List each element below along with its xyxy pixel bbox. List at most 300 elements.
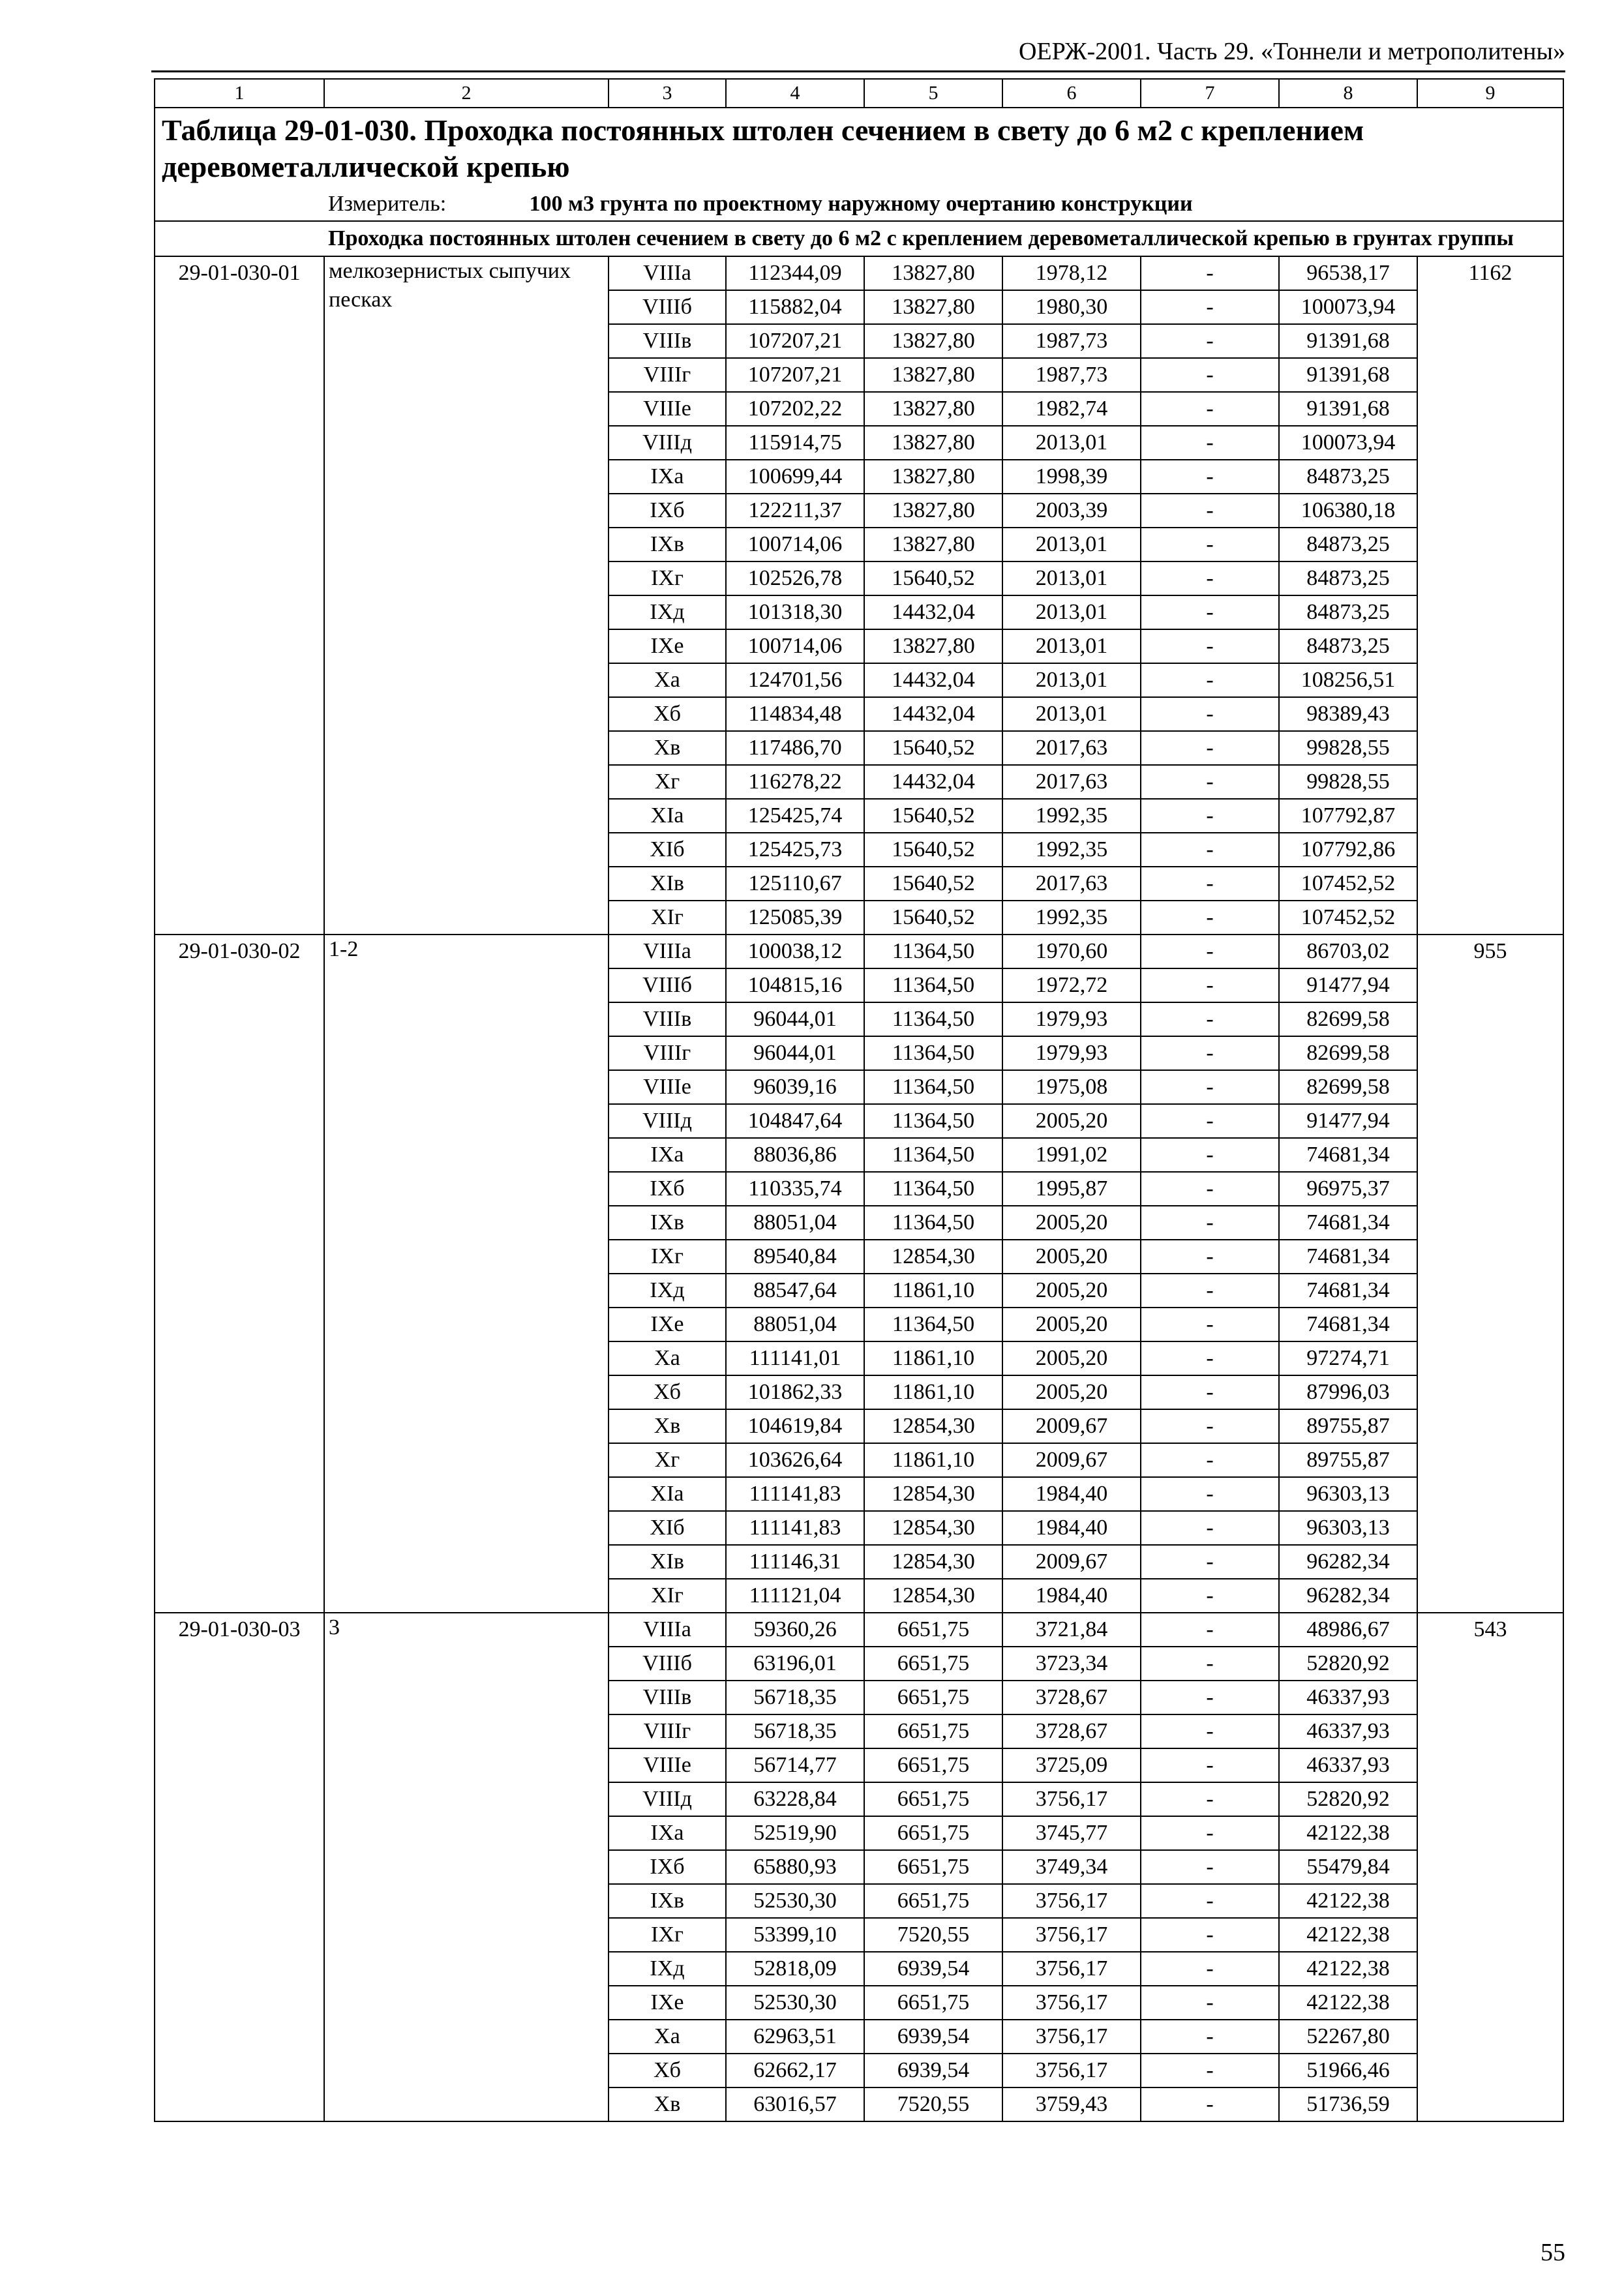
cost-value: 84873,25 (1279, 629, 1417, 663)
cost-value: 100073,94 (1279, 426, 1417, 460)
cost-value: 3745,77 (1002, 1816, 1141, 1850)
cost-value: 15640,52 (864, 833, 1002, 867)
column-number: 4 (726, 79, 864, 108)
cost-value: 1987,73 (1002, 358, 1141, 392)
cost-value: 11364,50 (864, 1002, 1002, 1036)
cost-value: 42122,38 (1279, 1884, 1417, 1918)
soil-description: мелкозернистых сыпучих песках (324, 256, 609, 935)
cost-value: 112344,09 (726, 256, 864, 290)
soil-category: VIIIг (609, 358, 726, 392)
cost-value: 100699,44 (726, 460, 864, 494)
cost-value: - (1141, 629, 1279, 663)
cost-value: 11364,50 (864, 1206, 1002, 1240)
cost-value: 98389,43 (1279, 697, 1417, 731)
cost-value: - (1141, 1308, 1279, 1341)
cost-value: 13827,80 (864, 324, 1002, 358)
cost-value: - (1141, 1511, 1279, 1545)
cost-value: 100038,12 (726, 935, 864, 968)
subgroup-row (155, 221, 1563, 256)
cost-value: 114834,48 (726, 697, 864, 731)
cost-value: 107452,52 (1279, 867, 1417, 901)
cost-value: 51966,46 (1279, 2054, 1417, 2087)
cost-value: 1979,93 (1002, 1002, 1141, 1036)
cost-value: 11364,50 (864, 1138, 1002, 1172)
cost-value: 13827,80 (864, 290, 1002, 324)
cost-value: 2017,63 (1002, 731, 1141, 765)
soil-category: XIг (609, 1579, 726, 1613)
soil-category: VIIIе (609, 1748, 726, 1782)
table-row (155, 256, 1563, 290)
cost-value: - (1141, 1850, 1279, 1884)
cost-value: - (1141, 833, 1279, 867)
cost-value: 15640,52 (864, 867, 1002, 901)
cost-value: - (1141, 392, 1279, 426)
soil-category: IXв (609, 1206, 726, 1240)
soil-category: Xб (609, 2054, 726, 2087)
table-row (155, 935, 1563, 968)
cost-value: 88036,86 (726, 1138, 864, 1172)
soil-category: IXа (609, 1816, 726, 1850)
cost-value: 11364,50 (864, 1104, 1002, 1138)
cost-value: 1978,12 (1002, 256, 1141, 290)
cost-value: 116278,22 (726, 765, 864, 799)
cost-value: 103626,64 (726, 1443, 864, 1477)
soil-category: Xб (609, 697, 726, 731)
cost-value: 107792,87 (1279, 799, 1417, 833)
cost-value: 46337,93 (1279, 1681, 1417, 1714)
cost-value: 1984,40 (1002, 1579, 1141, 1613)
cost-value: - (1141, 358, 1279, 392)
soil-category: IXб (609, 494, 726, 528)
cost-value: 42122,38 (1279, 1918, 1417, 1952)
cost-value: 111121,04 (726, 1579, 864, 1613)
cost-value: 2005,20 (1002, 1206, 1141, 1240)
cost-value: 84873,25 (1279, 528, 1417, 561)
cost-value: 91391,68 (1279, 324, 1417, 358)
cost-value: 11364,50 (864, 1172, 1002, 1206)
cost-value: 14432,04 (864, 765, 1002, 799)
cost-value: 100714,06 (726, 629, 864, 663)
soil-category: VIIIв (609, 1002, 726, 1036)
measure-row (155, 188, 1563, 221)
norms-table (154, 78, 1564, 2122)
cost-value: 96303,13 (1279, 1477, 1417, 1511)
soil-category: VIIIв (609, 324, 726, 358)
cost-value: 3756,17 (1002, 1952, 1141, 1986)
cost-value: 3721,84 (1002, 1613, 1141, 1647)
cost-value: 104619,84 (726, 1409, 864, 1443)
cost-value: 82699,58 (1279, 1070, 1417, 1104)
soil-category: XIг (609, 901, 726, 935)
cost-value: 107207,21 (726, 358, 864, 392)
soil-category: IXб (609, 1172, 726, 1206)
cost-value: 13827,80 (864, 629, 1002, 663)
soil-category: VIIIа (609, 256, 726, 290)
cost-value: 3723,34 (1002, 1647, 1141, 1681)
cost-value: 12854,30 (864, 1511, 1002, 1545)
soil-category: IXа (609, 1138, 726, 1172)
cost-value: - (1141, 290, 1279, 324)
cost-value: 46337,93 (1279, 1748, 1417, 1782)
soil-category: VIIIа (609, 1613, 726, 1647)
cost-value: 14432,04 (864, 697, 1002, 731)
cost-value: 88547,64 (726, 1274, 864, 1308)
cost-value: - (1141, 2054, 1279, 2087)
cost-value: - (1141, 765, 1279, 799)
cost-value: 11861,10 (864, 1443, 1002, 1477)
cost-value: - (1141, 935, 1279, 968)
cost-value: 42122,38 (1279, 1986, 1417, 2020)
cost-value: 15640,52 (864, 731, 1002, 765)
column-number-row (155, 79, 1563, 108)
subgroup-title: Проходка постоянных штолен сечением в свету до 6 м2 с креплением деревометаллической крепью в грунтах группы (324, 221, 1563, 256)
cost-value: 96039,16 (726, 1070, 864, 1104)
soil-category: IXе (609, 1986, 726, 2020)
soil-category: IXг (609, 1918, 726, 1952)
cost-value: 3756,17 (1002, 1918, 1141, 1952)
cost-value: 55479,84 (1279, 1850, 1417, 1884)
cost-value: 52267,80 (1279, 2020, 1417, 2054)
soil-category: XIв (609, 867, 726, 901)
cost-value: 74681,34 (1279, 1308, 1417, 1341)
cost-value: 3728,67 (1002, 1714, 1141, 1748)
cost-value: 111141,83 (726, 1511, 864, 1545)
cost-value: 46337,93 (1279, 1714, 1417, 1748)
cost-value: 2009,67 (1002, 1545, 1141, 1579)
cost-value: 1975,08 (1002, 1070, 1141, 1104)
cost-value: 74681,34 (1279, 1206, 1417, 1240)
cost-value: 3725,09 (1002, 1748, 1141, 1782)
cost-value: 91477,94 (1279, 1104, 1417, 1138)
cost-value: 1991,02 (1002, 1138, 1141, 1172)
cost-value: - (1141, 1240, 1279, 1274)
column-9-value: 543 (1417, 1613, 1563, 2121)
running-header: ОЕРЖ-2001. Часть 29. «Тоннели и метрополитены» (1018, 38, 1565, 65)
soil-category: VIIIд (609, 1104, 726, 1138)
table-title: Таблица 29-01-030. Проходка постоянных штолен сечением в свету до 6 м2 с креплением деревометаллической крепью (155, 108, 1563, 188)
column-number: 3 (609, 79, 726, 108)
cost-value: - (1141, 867, 1279, 901)
cost-value: - (1141, 1206, 1279, 1240)
cost-value: 111146,31 (726, 1545, 864, 1579)
cost-value: 2003,39 (1002, 494, 1141, 528)
cost-value: 11861,10 (864, 1375, 1002, 1409)
cost-value: 89540,84 (726, 1240, 864, 1274)
cost-value: 15640,52 (864, 561, 1002, 595)
cost-value: 51736,59 (1279, 2087, 1417, 2121)
cost-value: - (1141, 697, 1279, 731)
soil-category: XIв (609, 1545, 726, 1579)
soil-category: VIIIг (609, 1036, 726, 1070)
cost-value: 117486,70 (726, 731, 864, 765)
cost-value: 56718,35 (726, 1681, 864, 1714)
cost-value: - (1141, 1918, 1279, 1952)
cost-value: 96044,01 (726, 1002, 864, 1036)
soil-category: Xб (609, 1375, 726, 1409)
cost-value: 65880,93 (726, 1850, 864, 1884)
cost-value: 125085,39 (726, 901, 864, 935)
measure-spacer (155, 188, 324, 221)
cost-value: 1987,73 (1002, 324, 1141, 358)
cost-value: - (1141, 799, 1279, 833)
cost-value: - (1141, 1681, 1279, 1714)
cost-value: - (1141, 968, 1279, 1002)
cost-value: 6651,75 (864, 1748, 1002, 1782)
cost-value: 13827,80 (864, 494, 1002, 528)
soil-category: XIб (609, 833, 726, 867)
cost-value: - (1141, 1545, 1279, 1579)
cost-value: - (1141, 528, 1279, 561)
header-rule (151, 70, 1565, 72)
cost-value: 91391,68 (1279, 358, 1417, 392)
cost-value: 111141,01 (726, 1341, 864, 1375)
cost-value: 96538,17 (1279, 256, 1417, 290)
cost-value: 11364,50 (864, 1308, 1002, 1341)
cost-value: 7520,55 (864, 1918, 1002, 1952)
position-code: 29-01-030-02 (155, 935, 324, 1613)
cost-value: 1982,74 (1002, 392, 1141, 426)
cost-value: 6651,75 (864, 1714, 1002, 1748)
cost-value: - (1141, 1986, 1279, 2020)
soil-description: 3 (324, 1613, 609, 2121)
cost-value: - (1141, 595, 1279, 629)
cost-value: 6651,75 (864, 1884, 1002, 1918)
cost-value: 62662,17 (726, 2054, 864, 2087)
cost-value: 3759,43 (1002, 2087, 1141, 2121)
soil-category: Xв (609, 731, 726, 765)
cost-value: 108256,51 (1279, 663, 1417, 697)
cost-value: 12854,30 (864, 1477, 1002, 1511)
cost-value: 56714,77 (726, 1748, 864, 1782)
cost-value: 2013,01 (1002, 663, 1141, 697)
cost-value: 2013,01 (1002, 528, 1141, 561)
measure-label: Измеритель: (328, 192, 447, 216)
cost-value: 2005,20 (1002, 1240, 1141, 1274)
soil-category: Xа (609, 663, 726, 697)
cost-value: 107202,22 (726, 392, 864, 426)
cost-value: 13827,80 (864, 426, 1002, 460)
soil-category: VIIIб (609, 968, 726, 1002)
soil-category: VIIIд (609, 426, 726, 460)
cost-value: 6651,75 (864, 1782, 1002, 1816)
cost-value: 2013,01 (1002, 561, 1141, 595)
cost-value: - (1141, 2020, 1279, 2054)
cost-value: 96282,34 (1279, 1579, 1417, 1613)
cost-value: 3756,17 (1002, 2020, 1141, 2054)
cost-value: 63196,01 (726, 1647, 864, 1681)
soil-category: IXв (609, 1884, 726, 1918)
cost-value: 89755,87 (1279, 1443, 1417, 1477)
cost-value: 53399,10 (726, 1918, 864, 1952)
cost-value: 2005,20 (1002, 1375, 1141, 1409)
cost-value: 1992,35 (1002, 799, 1141, 833)
cost-value: 110335,74 (726, 1172, 864, 1206)
measure-cell (324, 188, 1563, 221)
soil-category: IXг (609, 561, 726, 595)
cost-value: 99828,55 (1279, 765, 1417, 799)
soil-category: IXе (609, 629, 726, 663)
soil-category: Xв (609, 2087, 726, 2121)
cost-value: 15640,52 (864, 799, 1002, 833)
cost-value: - (1141, 561, 1279, 595)
cost-value: 15640,52 (864, 901, 1002, 935)
cost-value: 2017,63 (1002, 867, 1141, 901)
cost-value: 100073,94 (1279, 290, 1417, 324)
cost-value: 86703,02 (1279, 935, 1417, 968)
cost-value: - (1141, 1748, 1279, 1782)
cost-value: 2013,01 (1002, 697, 1141, 731)
cost-value: 13827,80 (864, 528, 1002, 561)
cost-value: 89755,87 (1279, 1409, 1417, 1443)
cost-value: 11364,50 (864, 1070, 1002, 1104)
cost-value: 11861,10 (864, 1274, 1002, 1308)
cost-value: 42122,38 (1279, 1816, 1417, 1850)
cost-value: - (1141, 426, 1279, 460)
cost-value: 101318,30 (726, 595, 864, 629)
cost-value: 63228,84 (726, 1782, 864, 1816)
cost-value: 52530,30 (726, 1986, 864, 2020)
position-code: 29-01-030-01 (155, 256, 324, 935)
cost-value: 6651,75 (864, 1613, 1002, 1647)
cost-value: - (1141, 1782, 1279, 1816)
soil-category: XIа (609, 799, 726, 833)
cost-value: 6939,54 (864, 2020, 1002, 2054)
cost-value: 42122,38 (1279, 1952, 1417, 1986)
cost-value: 2017,63 (1002, 765, 1141, 799)
soil-category: IXг (609, 1240, 726, 1274)
soil-description: 1-2 (324, 935, 609, 1613)
cost-value: 56718,35 (726, 1714, 864, 1748)
cost-value: 74681,34 (1279, 1240, 1417, 1274)
title-row (155, 108, 1563, 188)
cost-value: 2009,67 (1002, 1409, 1141, 1443)
soil-category: VIIIб (609, 290, 726, 324)
cost-value: 1992,35 (1002, 833, 1141, 867)
cost-value: 13827,80 (864, 392, 1002, 426)
soil-category: VIIIа (609, 935, 726, 968)
cost-value: - (1141, 2087, 1279, 2121)
cost-value: 115882,04 (726, 290, 864, 324)
cost-value: - (1141, 256, 1279, 290)
cost-value: 13827,80 (864, 460, 1002, 494)
cost-value: 74681,34 (1279, 1274, 1417, 1308)
soil-category: IXд (609, 1274, 726, 1308)
cost-value: - (1141, 1070, 1279, 1104)
cost-value: 96044,01 (726, 1036, 864, 1070)
cost-value: 104815,16 (726, 968, 864, 1002)
cost-value: 82699,58 (1279, 1002, 1417, 1036)
cost-value: 2013,01 (1002, 595, 1141, 629)
cost-value: 7520,55 (864, 2087, 1002, 2121)
cost-value: 1984,40 (1002, 1511, 1141, 1545)
cost-value: 88051,04 (726, 1206, 864, 1240)
cost-value: 124701,56 (726, 663, 864, 697)
cost-value: 2005,20 (1002, 1104, 1141, 1138)
cost-value: 2013,01 (1002, 426, 1141, 460)
cost-value: 6939,54 (864, 1952, 1002, 1986)
cost-value: 84873,25 (1279, 460, 1417, 494)
cost-value: 106380,18 (1279, 494, 1417, 528)
soil-category: Xв (609, 1409, 726, 1443)
cost-value: - (1141, 1002, 1279, 1036)
cost-value: - (1141, 901, 1279, 935)
cost-value: - (1141, 460, 1279, 494)
soil-category: VIIIд (609, 1782, 726, 1816)
measure-value: 100 м3 грунта по проектному наружному очертанию конструкции (529, 192, 1193, 216)
cost-value: - (1141, 663, 1279, 697)
cost-value: 13827,80 (864, 256, 1002, 290)
cost-value: 115914,75 (726, 426, 864, 460)
cost-value: 2005,20 (1002, 1308, 1141, 1341)
cost-value: 125425,73 (726, 833, 864, 867)
soil-category: VIIIг (609, 1714, 726, 1748)
soil-category: IXд (609, 1952, 726, 1986)
cost-value: 14432,04 (864, 595, 1002, 629)
cost-value: 84873,25 (1279, 561, 1417, 595)
soil-category: IXд (609, 595, 726, 629)
cost-value: 12854,30 (864, 1240, 1002, 1274)
soil-category: VIIIе (609, 1070, 726, 1104)
table-row (155, 1613, 1563, 1647)
cost-value: - (1141, 1443, 1279, 1477)
cost-value: 3728,67 (1002, 1681, 1141, 1714)
column-number: 8 (1279, 79, 1417, 108)
cost-value: 2013,01 (1002, 629, 1141, 663)
cost-value: 52530,30 (726, 1884, 864, 1918)
cost-value: 11364,50 (864, 968, 1002, 1002)
cost-value: 1995,87 (1002, 1172, 1141, 1206)
soil-category: IXб (609, 1850, 726, 1884)
cost-value: 6651,75 (864, 1816, 1002, 1850)
cost-value: 59360,26 (726, 1613, 864, 1647)
cost-value: 125110,67 (726, 867, 864, 901)
cost-value: 91477,94 (1279, 968, 1417, 1002)
cost-value: 122211,37 (726, 494, 864, 528)
cost-value: 88051,04 (726, 1308, 864, 1341)
page-number: 55 (1541, 2239, 1565, 2266)
soil-category: IXе (609, 1308, 726, 1341)
cost-value: 125425,74 (726, 799, 864, 833)
cost-value: 104847,64 (726, 1104, 864, 1138)
soil-category: IXв (609, 528, 726, 561)
cost-value: 100714,06 (726, 528, 864, 561)
cost-value: 11364,50 (864, 1036, 1002, 1070)
column-number: 7 (1141, 79, 1279, 108)
cost-value: - (1141, 1477, 1279, 1511)
cost-value: 107452,52 (1279, 901, 1417, 935)
cost-value: - (1141, 1647, 1279, 1681)
cost-value: 63016,57 (726, 2087, 864, 2121)
cost-value: - (1141, 1104, 1279, 1138)
soil-category: XIб (609, 1511, 726, 1545)
cost-value: - (1141, 1375, 1279, 1409)
cost-value: 1979,93 (1002, 1036, 1141, 1070)
cost-value: 3756,17 (1002, 2054, 1141, 2087)
cost-value: 84873,25 (1279, 595, 1417, 629)
cost-value: 3756,17 (1002, 1884, 1141, 1918)
cost-value: - (1141, 1036, 1279, 1070)
cost-value: 52818,09 (726, 1952, 864, 1986)
cost-value: 3749,34 (1002, 1850, 1141, 1884)
cost-value: 2005,20 (1002, 1274, 1141, 1308)
cost-value: 96975,37 (1279, 1172, 1417, 1206)
cost-value: - (1141, 1579, 1279, 1613)
cost-value: 52820,92 (1279, 1647, 1417, 1681)
cost-value: - (1141, 1172, 1279, 1206)
cost-value: - (1141, 1952, 1279, 1986)
soil-category: VIIIв (609, 1681, 726, 1714)
cost-value: 3756,17 (1002, 1986, 1141, 2020)
